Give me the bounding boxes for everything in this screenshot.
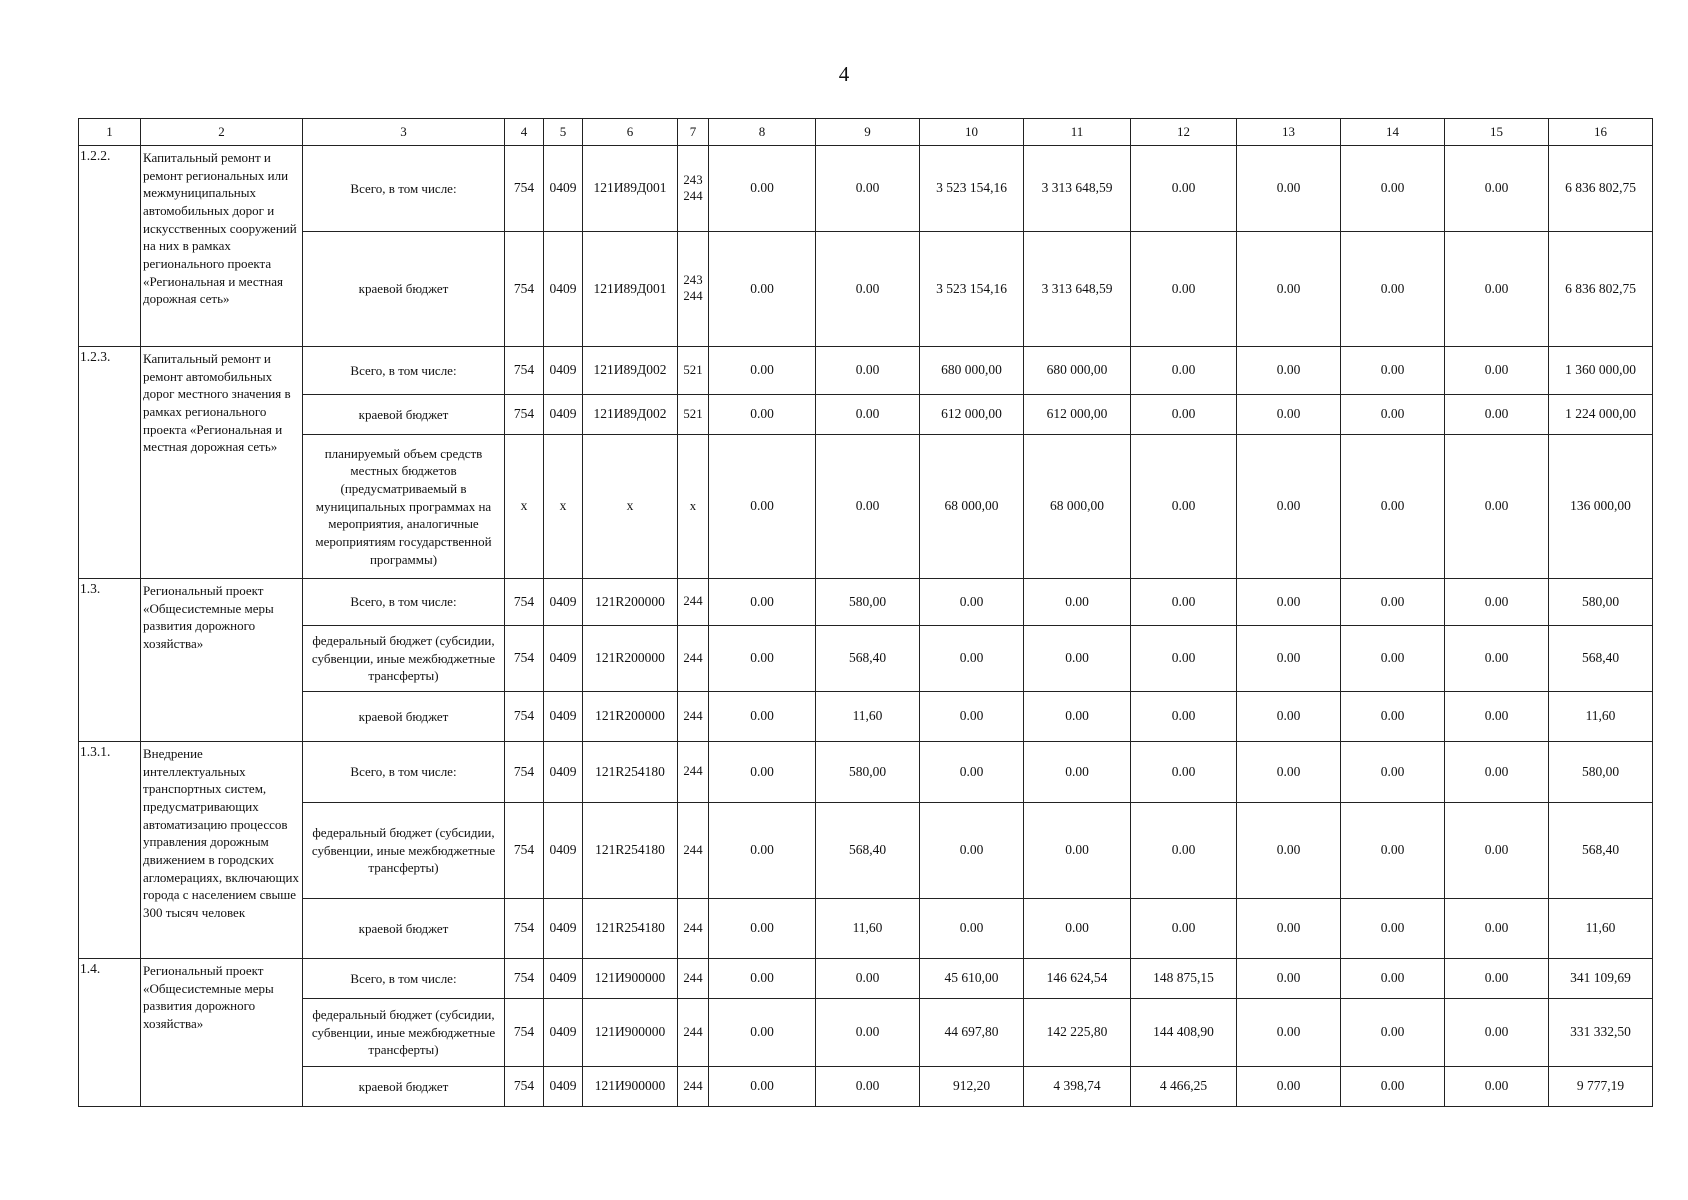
value-cell: 0.00 xyxy=(1341,146,1445,232)
column-header: 14 xyxy=(1341,119,1445,146)
table-row xyxy=(79,395,1653,435)
expense-type-cell xyxy=(678,347,709,395)
funding-source-cell: краевой бюджет xyxy=(303,692,505,742)
value-cell: 0.00 xyxy=(709,395,816,435)
column-header: 7 xyxy=(678,119,709,146)
value-cell: 0.00 xyxy=(1445,899,1549,959)
table-row xyxy=(79,232,1653,347)
expense-type-cell xyxy=(678,435,709,579)
value-cell: 0.00 xyxy=(920,626,1024,692)
value-cell: 0.00 xyxy=(816,999,920,1067)
value-cell: 0.00 xyxy=(1237,959,1341,999)
value-cell: 0.00 xyxy=(1341,435,1445,579)
value-cell: 0.00 xyxy=(1341,742,1445,803)
column-header: 4 xyxy=(505,119,544,146)
value-cell: 6 836 802,75 xyxy=(1549,146,1653,232)
funding-source-cell: краевой бюджет xyxy=(303,232,505,347)
value-cell: 0.00 xyxy=(1024,803,1131,899)
value-cell: 580,00 xyxy=(1549,742,1653,803)
value-cell: 0.00 xyxy=(1341,347,1445,395)
expense-type-code: 244 xyxy=(683,289,703,303)
value-cell: 0.00 xyxy=(816,959,920,999)
value-cell: 0.00 xyxy=(1237,899,1341,959)
expense-type-cell xyxy=(678,999,709,1067)
value-cell: 680 000,00 xyxy=(1024,347,1131,395)
column-header: 3 xyxy=(303,119,505,146)
funding-source-cell: Всего, в том числе: xyxy=(303,742,505,803)
table-row xyxy=(79,899,1653,959)
expense-type-cell xyxy=(678,232,709,347)
value-cell: 568,40 xyxy=(816,803,920,899)
table-row xyxy=(79,959,1653,999)
ministry-code-cell: 754 xyxy=(505,146,544,232)
ministry-code-cell: 754 xyxy=(505,742,544,803)
expense-type-code: 244 xyxy=(683,1078,703,1093)
column-header: 8 xyxy=(709,119,816,146)
value-cell: 0.00 xyxy=(920,803,1024,899)
value-cell: 0.00 xyxy=(1445,692,1549,742)
expense-type-code: х xyxy=(689,498,697,513)
value-cell: 0.00 xyxy=(1237,803,1341,899)
section-code-cell: 0409 xyxy=(544,395,583,435)
value-cell: 0.00 xyxy=(920,899,1024,959)
expense-type-cell xyxy=(678,899,709,959)
value-cell: 0.00 xyxy=(1131,626,1237,692)
section-code-cell: 0409 xyxy=(544,1067,583,1107)
value-cell: 0.00 xyxy=(709,626,816,692)
value-cell: 0.00 xyxy=(1445,742,1549,803)
column-header: 11 xyxy=(1024,119,1131,146)
ministry-code-cell: 754 xyxy=(505,626,544,692)
ministry-code-cell: 754 xyxy=(505,999,544,1067)
value-cell: 568,40 xyxy=(1549,626,1653,692)
column-header: 16 xyxy=(1549,119,1653,146)
funding-source-cell: планируемый объем средств местных бюджетов (предусматриваемый в муниципальных программах на мероприятия, аналогичные мероприятиям государственной программы) xyxy=(303,435,505,579)
value-cell: 0.00 xyxy=(1341,1067,1445,1107)
value-cell: 0.00 xyxy=(1131,579,1237,626)
funding-source-cell: федеральный бюджет (субсидии, субвенции, иные межбюджетные трансферты) xyxy=(303,626,505,692)
item-number-cell: 1.3.1. xyxy=(79,742,141,959)
item-name-cell: Региональный проект «Общесистемные меры развития дорожного хозяйства» xyxy=(141,959,303,1107)
value-cell: 0.00 xyxy=(1341,626,1445,692)
section-code-cell: 0409 xyxy=(544,999,583,1067)
table-body xyxy=(79,119,1653,1107)
column-header: 13 xyxy=(1237,119,1341,146)
column-header: 9 xyxy=(816,119,920,146)
value-cell: 331 332,50 xyxy=(1549,999,1653,1067)
expense-type-code: 244 xyxy=(683,842,703,857)
value-cell: 3 523 154,16 xyxy=(920,232,1024,347)
expense-type-cell xyxy=(678,742,709,803)
section-code-cell: 0409 xyxy=(544,146,583,232)
value-cell: 0.00 xyxy=(1445,959,1549,999)
value-cell: 0.00 xyxy=(920,692,1024,742)
value-cell: 3 523 154,16 xyxy=(920,146,1024,232)
value-cell: 341 109,69 xyxy=(1549,959,1653,999)
value-cell: 146 624,54 xyxy=(1024,959,1131,999)
item-name-cell: Капитальный ремонт и ремонт автомобильных дорог местного значения в рамках регионального проекта «Региональная и местная дорожная сеть» xyxy=(141,347,303,579)
value-cell: 0.00 xyxy=(1237,435,1341,579)
value-cell: 0.00 xyxy=(1341,959,1445,999)
budget-table xyxy=(78,118,1653,1107)
item-name-cell: Внедрение интеллектуальных транспортных систем, предусматривающих автоматизацию процессов управления дорожным движением в городских агломерациях, включающих города с населением свыше 300 тысяч человек xyxy=(141,742,303,959)
expense-type-code: 243 xyxy=(683,172,703,187)
value-cell: 0.00 xyxy=(816,146,920,232)
value-cell: 3 313 648,59 xyxy=(1024,146,1131,232)
table-row xyxy=(79,435,1653,579)
value-cell: 612 000,00 xyxy=(1024,395,1131,435)
table-row xyxy=(79,1067,1653,1107)
value-cell: 0.00 xyxy=(1024,742,1131,803)
value-cell: 0.00 xyxy=(1237,626,1341,692)
value-cell: 0.00 xyxy=(1131,435,1237,579)
expense-type-code: 244 xyxy=(683,708,703,723)
funding-source-cell: федеральный бюджет (субсидии, субвенции, иные межбюджетные трансферты) xyxy=(303,803,505,899)
target-article-cell: 121И89Д001 xyxy=(583,232,678,347)
target-article-cell: 121И89Д001 xyxy=(583,146,678,232)
value-cell: 44 697,80 xyxy=(920,999,1024,1067)
header-row xyxy=(79,119,1653,146)
value-cell: 0.00 xyxy=(1237,1067,1341,1107)
section-code-cell: х xyxy=(544,435,583,579)
target-article-cell: 121R200000 xyxy=(583,692,678,742)
value-cell: 580,00 xyxy=(1549,579,1653,626)
ministry-code-cell: 754 xyxy=(505,232,544,347)
value-cell: 0.00 xyxy=(1341,232,1445,347)
ministry-code-cell: 754 xyxy=(505,899,544,959)
section-code-cell: 0409 xyxy=(544,899,583,959)
funding-source-cell: федеральный бюджет (субсидии, субвенции, иные межбюджетные трансферты) xyxy=(303,999,505,1067)
value-cell: 6 836 802,75 xyxy=(1549,232,1653,347)
ministry-code-cell: х xyxy=(505,435,544,579)
value-cell: 0.00 xyxy=(1445,626,1549,692)
value-cell: 0.00 xyxy=(709,146,816,232)
value-cell: 0.00 xyxy=(1445,435,1549,579)
section-code-cell: 0409 xyxy=(544,959,583,999)
value-cell: 0.00 xyxy=(1445,579,1549,626)
value-cell: 0.00 xyxy=(1237,347,1341,395)
value-cell: 0.00 xyxy=(920,579,1024,626)
expense-type-code: 244 xyxy=(683,594,703,608)
section-code-cell: 0409 xyxy=(544,803,583,899)
ministry-code-cell: 754 xyxy=(505,692,544,742)
value-cell: 580,00 xyxy=(816,579,920,626)
value-cell: 136 000,00 xyxy=(1549,435,1653,579)
value-cell: 11,60 xyxy=(816,692,920,742)
funding-source-cell: краевой бюджет xyxy=(303,1067,505,1107)
expense-type-code: 521 xyxy=(683,406,703,421)
value-cell: 9 777,19 xyxy=(1549,1067,1653,1107)
value-cell: 0.00 xyxy=(1341,579,1445,626)
target-article-cell: 121И900000 xyxy=(583,959,678,999)
value-cell: 0.00 xyxy=(1131,742,1237,803)
value-cell: 0.00 xyxy=(1131,692,1237,742)
value-cell: 0.00 xyxy=(1445,999,1549,1067)
target-article-cell: 121R254180 xyxy=(583,803,678,899)
target-article-cell: х xyxy=(583,435,678,579)
target-article-cell: 121R200000 xyxy=(583,579,678,626)
value-cell: 0.00 xyxy=(1445,803,1549,899)
table-row xyxy=(79,347,1653,395)
value-cell: 0.00 xyxy=(1024,579,1131,626)
table-row xyxy=(79,742,1653,803)
value-cell: 0.00 xyxy=(1237,579,1341,626)
section-code-cell: 0409 xyxy=(544,347,583,395)
item-number-cell: 1.3. xyxy=(79,579,141,742)
ministry-code-cell: 754 xyxy=(505,347,544,395)
target-article-cell: 121И900000 xyxy=(583,999,678,1067)
table-row xyxy=(79,626,1653,692)
value-cell: 0.00 xyxy=(1237,232,1341,347)
value-cell: 0.00 xyxy=(1341,692,1445,742)
value-cell: 0.00 xyxy=(1131,803,1237,899)
value-cell: 0.00 xyxy=(709,347,816,395)
value-cell: 1 360 000,00 xyxy=(1549,347,1653,395)
value-cell: 1 224 000,00 xyxy=(1549,395,1653,435)
column-header: 12 xyxy=(1131,119,1237,146)
value-cell: 144 408,90 xyxy=(1131,999,1237,1067)
value-cell: 0.00 xyxy=(1131,146,1237,232)
column-header: 1 xyxy=(79,119,141,146)
expense-type-cell xyxy=(678,395,709,435)
value-cell: 0.00 xyxy=(709,999,816,1067)
expense-type-cell xyxy=(678,959,709,999)
value-cell: 612 000,00 xyxy=(920,395,1024,435)
value-cell: 0.00 xyxy=(709,803,816,899)
value-cell: 0.00 xyxy=(1237,692,1341,742)
value-cell: 0.00 xyxy=(709,692,816,742)
value-cell: 0.00 xyxy=(1445,146,1549,232)
item-number-cell: 1.2.2. xyxy=(79,146,141,347)
expense-type-cell xyxy=(678,1067,709,1107)
column-header: 10 xyxy=(920,119,1024,146)
value-cell: 0.00 xyxy=(1024,692,1131,742)
value-cell: 0.00 xyxy=(1131,232,1237,347)
funding-source-cell: краевой бюджет xyxy=(303,899,505,959)
value-cell: 68 000,00 xyxy=(1024,435,1131,579)
target-article-cell: 121R254180 xyxy=(583,742,678,803)
expense-type-code: 243 xyxy=(683,273,703,288)
value-cell: 0.00 xyxy=(1237,395,1341,435)
table-row xyxy=(79,692,1653,742)
column-header: 2 xyxy=(141,119,303,146)
value-cell: 0.00 xyxy=(1131,347,1237,395)
value-cell: 0.00 xyxy=(1131,899,1237,959)
value-cell: 0.00 xyxy=(709,579,816,626)
item-name-cell: Региональный проект «Общесистемные меры развития дорожного хозяйства» xyxy=(141,579,303,742)
expense-type-code: 244 xyxy=(683,188,703,203)
value-cell: 0.00 xyxy=(1445,232,1549,347)
expense-type-code: 244 xyxy=(683,920,703,935)
value-cell: 3 313 648,59 xyxy=(1024,232,1131,347)
page-number: 4 xyxy=(838,62,850,86)
value-cell: 0.00 xyxy=(709,1067,816,1107)
value-cell: 4 466,25 xyxy=(1131,1067,1237,1107)
expense-type-cell xyxy=(678,579,709,626)
value-cell: 0.00 xyxy=(1237,742,1341,803)
value-cell: 0.00 xyxy=(709,435,816,579)
value-cell: 0.00 xyxy=(1341,803,1445,899)
expense-type-code: 244 xyxy=(683,1024,703,1039)
value-cell: 0.00 xyxy=(709,959,816,999)
value-cell: 0.00 xyxy=(816,1067,920,1107)
expense-type-cell xyxy=(678,803,709,899)
item-name-cell: Капитальный ремонт и ремонт региональных или межмуниципальных автомобильных дорог и искусственных сооружений на них в рамках регионального проекта «Региональная и местная дорожная сеть» xyxy=(141,146,303,347)
expense-type-cell xyxy=(678,626,709,692)
value-cell: 0.00 xyxy=(1237,999,1341,1067)
column-header: 5 xyxy=(544,119,583,146)
value-cell: 0.00 xyxy=(1237,146,1341,232)
expense-type-code: 244 xyxy=(683,650,703,665)
value-cell: 0.00 xyxy=(1341,899,1445,959)
target-article-cell: 121И89Д002 xyxy=(583,347,678,395)
expense-type-code: 244 xyxy=(683,764,703,778)
funding-source-cell: Всего, в том числе: xyxy=(303,146,505,232)
item-number-cell: 1.4. xyxy=(79,959,141,1107)
expense-type-cell xyxy=(678,692,709,742)
funding-source-cell: краевой бюджет xyxy=(303,395,505,435)
item-number-cell: 1.2.3. xyxy=(79,347,141,579)
value-cell: 0.00 xyxy=(709,232,816,347)
value-cell: 11,60 xyxy=(1549,692,1653,742)
value-cell: 580,00 xyxy=(816,742,920,803)
value-cell: 142 225,80 xyxy=(1024,999,1131,1067)
value-cell: 0.00 xyxy=(1445,1067,1549,1107)
column-header: 6 xyxy=(583,119,678,146)
value-cell: 4 398,74 xyxy=(1024,1067,1131,1107)
value-cell: 0.00 xyxy=(816,232,920,347)
value-cell: 0.00 xyxy=(920,742,1024,803)
value-cell: 0.00 xyxy=(1445,395,1549,435)
value-cell: 148 875,15 xyxy=(1131,959,1237,999)
value-cell: 0.00 xyxy=(816,395,920,435)
table-row xyxy=(79,803,1653,899)
section-code-cell: 0409 xyxy=(544,692,583,742)
funding-source-cell: Всего, в том числе: xyxy=(303,959,505,999)
ministry-code-cell: 754 xyxy=(505,395,544,435)
value-cell: 568,40 xyxy=(1549,803,1653,899)
value-cell: 0.00 xyxy=(1341,395,1445,435)
value-cell: 0.00 xyxy=(1131,395,1237,435)
table-row xyxy=(79,146,1653,232)
funding-source-cell: Всего, в том числе: xyxy=(303,347,505,395)
value-cell: 68 000,00 xyxy=(920,435,1024,579)
value-cell: 45 610,00 xyxy=(920,959,1024,999)
value-cell: 568,40 xyxy=(816,626,920,692)
table-row xyxy=(79,579,1653,626)
value-cell: 680 000,00 xyxy=(920,347,1024,395)
section-code-cell: 0409 xyxy=(544,579,583,626)
target-article-cell: 121И900000 xyxy=(583,1067,678,1107)
ministry-code-cell: 754 xyxy=(505,959,544,999)
column-header: 15 xyxy=(1445,119,1549,146)
section-code-cell: 0409 xyxy=(544,232,583,347)
target-article-cell: 121R200000 xyxy=(583,626,678,692)
section-code-cell: 0409 xyxy=(544,742,583,803)
value-cell: 0.00 xyxy=(1024,899,1131,959)
table-row xyxy=(79,999,1653,1067)
section-code-cell: 0409 xyxy=(544,626,583,692)
value-cell: 11,60 xyxy=(1549,899,1653,959)
value-cell: 0.00 xyxy=(816,435,920,579)
value-cell: 0.00 xyxy=(816,347,920,395)
ministry-code-cell: 754 xyxy=(505,1067,544,1107)
target-article-cell: 121И89Д002 xyxy=(583,395,678,435)
value-cell: 0.00 xyxy=(1341,999,1445,1067)
value-cell: 912,20 xyxy=(920,1067,1024,1107)
target-article-cell: 121R254180 xyxy=(583,899,678,959)
ministry-code-cell: 754 xyxy=(505,579,544,626)
value-cell: 0.00 xyxy=(1445,347,1549,395)
value-cell: 0.00 xyxy=(709,742,816,803)
value-cell: 11,60 xyxy=(816,899,920,959)
expense-type-code: 244 xyxy=(683,970,703,985)
funding-source-cell: Всего, в том числе: xyxy=(303,579,505,626)
value-cell: 0.00 xyxy=(1024,626,1131,692)
expense-type-cell xyxy=(678,146,709,232)
expense-type-code: 521 xyxy=(683,362,703,377)
value-cell: 0.00 xyxy=(709,899,816,959)
ministry-code-cell: 754 xyxy=(505,803,544,899)
